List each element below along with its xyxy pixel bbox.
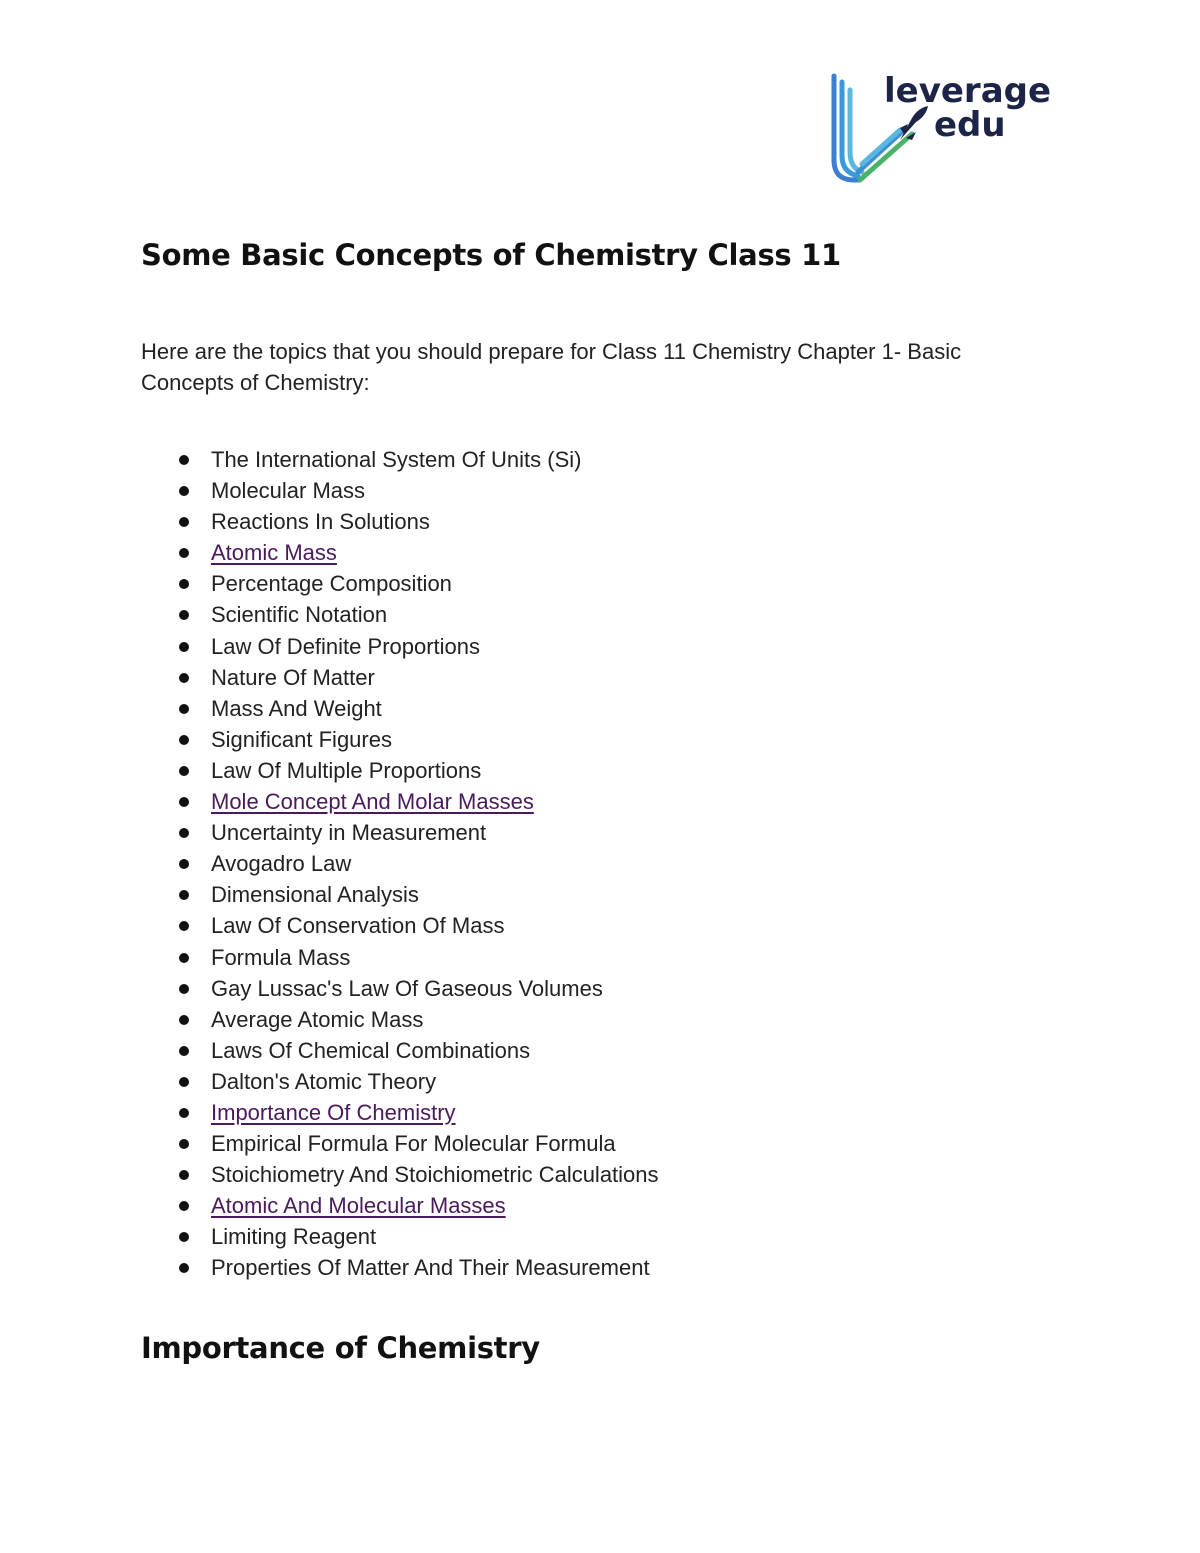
topic-text: Law Of Multiple Proportions bbox=[211, 757, 482, 783]
bullet-icon bbox=[179, 797, 189, 807]
logo-word-edu: edu bbox=[934, 105, 1006, 145]
bullet-icon bbox=[179, 953, 189, 963]
section-heading: Importance of Chemistry bbox=[141, 1331, 540, 1365]
topic-text: Limiting Reagent bbox=[211, 1224, 377, 1250]
list-item[interactable] bbox=[141, 1097, 659, 1128]
topic-text: Dalton's Atomic Theory bbox=[211, 1068, 437, 1094]
list-item bbox=[141, 910, 659, 941]
list-item bbox=[141, 662, 659, 693]
topic-link[interactable]: Importance Of Chemistry bbox=[211, 1099, 456, 1125]
bullet-icon bbox=[179, 642, 189, 652]
list-item bbox=[141, 1004, 659, 1035]
bullet-icon bbox=[179, 1232, 189, 1242]
list-item bbox=[141, 1159, 659, 1190]
topic-text: Law Of Conservation Of Mass bbox=[211, 913, 505, 939]
bullet-icon bbox=[179, 548, 189, 558]
bullet-icon bbox=[179, 1108, 189, 1118]
topic-text: Dimensional Analysis bbox=[211, 882, 419, 908]
topic-text: The International System Of Units (Si) bbox=[211, 447, 582, 472]
bullet-icon bbox=[179, 610, 189, 620]
bullet-icon bbox=[179, 486, 189, 496]
list-item bbox=[141, 973, 659, 1004]
topic-text: Law Of Definite Proportions bbox=[211, 633, 481, 659]
list-item bbox=[141, 1252, 659, 1283]
list-item bbox=[141, 1035, 659, 1066]
list-item bbox=[141, 506, 659, 537]
topic-text: Nature Of Matter bbox=[211, 664, 375, 690]
bullet-icon bbox=[179, 735, 189, 745]
list-item bbox=[141, 1066, 659, 1097]
bullet-icon bbox=[179, 890, 189, 900]
topic-text: Average Atomic Mass bbox=[211, 1006, 424, 1032]
page-title: Some Basic Concepts of Chemistry Class 11 bbox=[141, 238, 841, 272]
list-item bbox=[141, 475, 659, 506]
topic-link[interactable]: Atomic Mass bbox=[211, 540, 337, 566]
topic-text: Laws Of Chemical Combinations bbox=[211, 1037, 531, 1063]
list-item bbox=[141, 631, 659, 662]
topic-text: Significant Figures bbox=[211, 726, 392, 752]
list-item bbox=[141, 817, 659, 848]
list-item bbox=[141, 599, 659, 630]
topic-text: Properties Of Matter And Their Measurement bbox=[211, 1255, 650, 1281]
logo-word-leverage: leverage bbox=[884, 71, 1052, 111]
topic-text: Stoichiometry And Stoichiometric Calculations bbox=[211, 1162, 659, 1188]
list-item bbox=[141, 1221, 659, 1252]
topic-text: Formula Mass bbox=[211, 944, 351, 970]
topic-text: Uncertainty in Measurement bbox=[211, 820, 487, 846]
bullet-icon bbox=[179, 828, 189, 838]
list-item[interactable] bbox=[141, 537, 659, 568]
list-item bbox=[141, 755, 659, 786]
bullet-icon bbox=[179, 1046, 189, 1056]
bullet-icon bbox=[179, 673, 189, 683]
topic-link[interactable]: Mole Concept And Molar Masses bbox=[211, 789, 534, 815]
topic-link[interactable]: Atomic And Molecular Masses bbox=[211, 1193, 506, 1219]
bullet-icon bbox=[179, 579, 189, 589]
topic-text: Gay Lussac's Law Of Gaseous Volumes bbox=[211, 975, 603, 1001]
topics-list bbox=[141, 444, 659, 1284]
topic-text: Reactions In Solutions bbox=[211, 509, 430, 535]
list-item bbox=[141, 879, 659, 910]
bullet-icon bbox=[179, 1015, 189, 1025]
list-item bbox=[141, 848, 659, 879]
list-item[interactable] bbox=[141, 786, 659, 817]
logo-mark bbox=[826, 68, 1066, 192]
bullet-icon bbox=[179, 704, 189, 714]
topic-text: Avogadro Law bbox=[211, 851, 352, 877]
topic-text: Percentage Composition bbox=[211, 571, 452, 597]
list-item[interactable] bbox=[141, 1190, 659, 1221]
rocket-icon bbox=[900, 106, 928, 140]
bullet-icon bbox=[179, 1263, 189, 1273]
list-item bbox=[141, 724, 659, 755]
bullet-icon bbox=[179, 766, 189, 776]
bullet-icon bbox=[179, 859, 189, 869]
list-item bbox=[141, 693, 659, 724]
bullet-icon bbox=[179, 921, 189, 931]
bullet-icon bbox=[179, 517, 189, 527]
bullet-icon bbox=[179, 1139, 189, 1149]
bullet-icon bbox=[179, 1077, 189, 1087]
bullet-icon bbox=[179, 455, 189, 465]
topic-text: Empirical Formula For Molecular Formula bbox=[211, 1131, 616, 1157]
list-item bbox=[141, 1128, 659, 1159]
bullet-icon bbox=[179, 1170, 189, 1180]
intro-paragraph: Here are the topics that you should prepare for Class 11 Chemistry Chapter 1- Basic Concepts of Chemistry: bbox=[141, 339, 962, 395]
topic-text: Molecular Mass bbox=[211, 478, 366, 504]
leverage-edu-logo bbox=[826, 68, 1066, 192]
list-item bbox=[141, 942, 659, 973]
list-item bbox=[141, 568, 659, 599]
topic-text: Scientific Notation bbox=[211, 602, 388, 628]
bullet-icon bbox=[179, 1201, 189, 1211]
topic-text: Mass And Weight bbox=[211, 695, 382, 721]
bullet-icon bbox=[179, 984, 189, 994]
list-item bbox=[141, 444, 659, 475]
